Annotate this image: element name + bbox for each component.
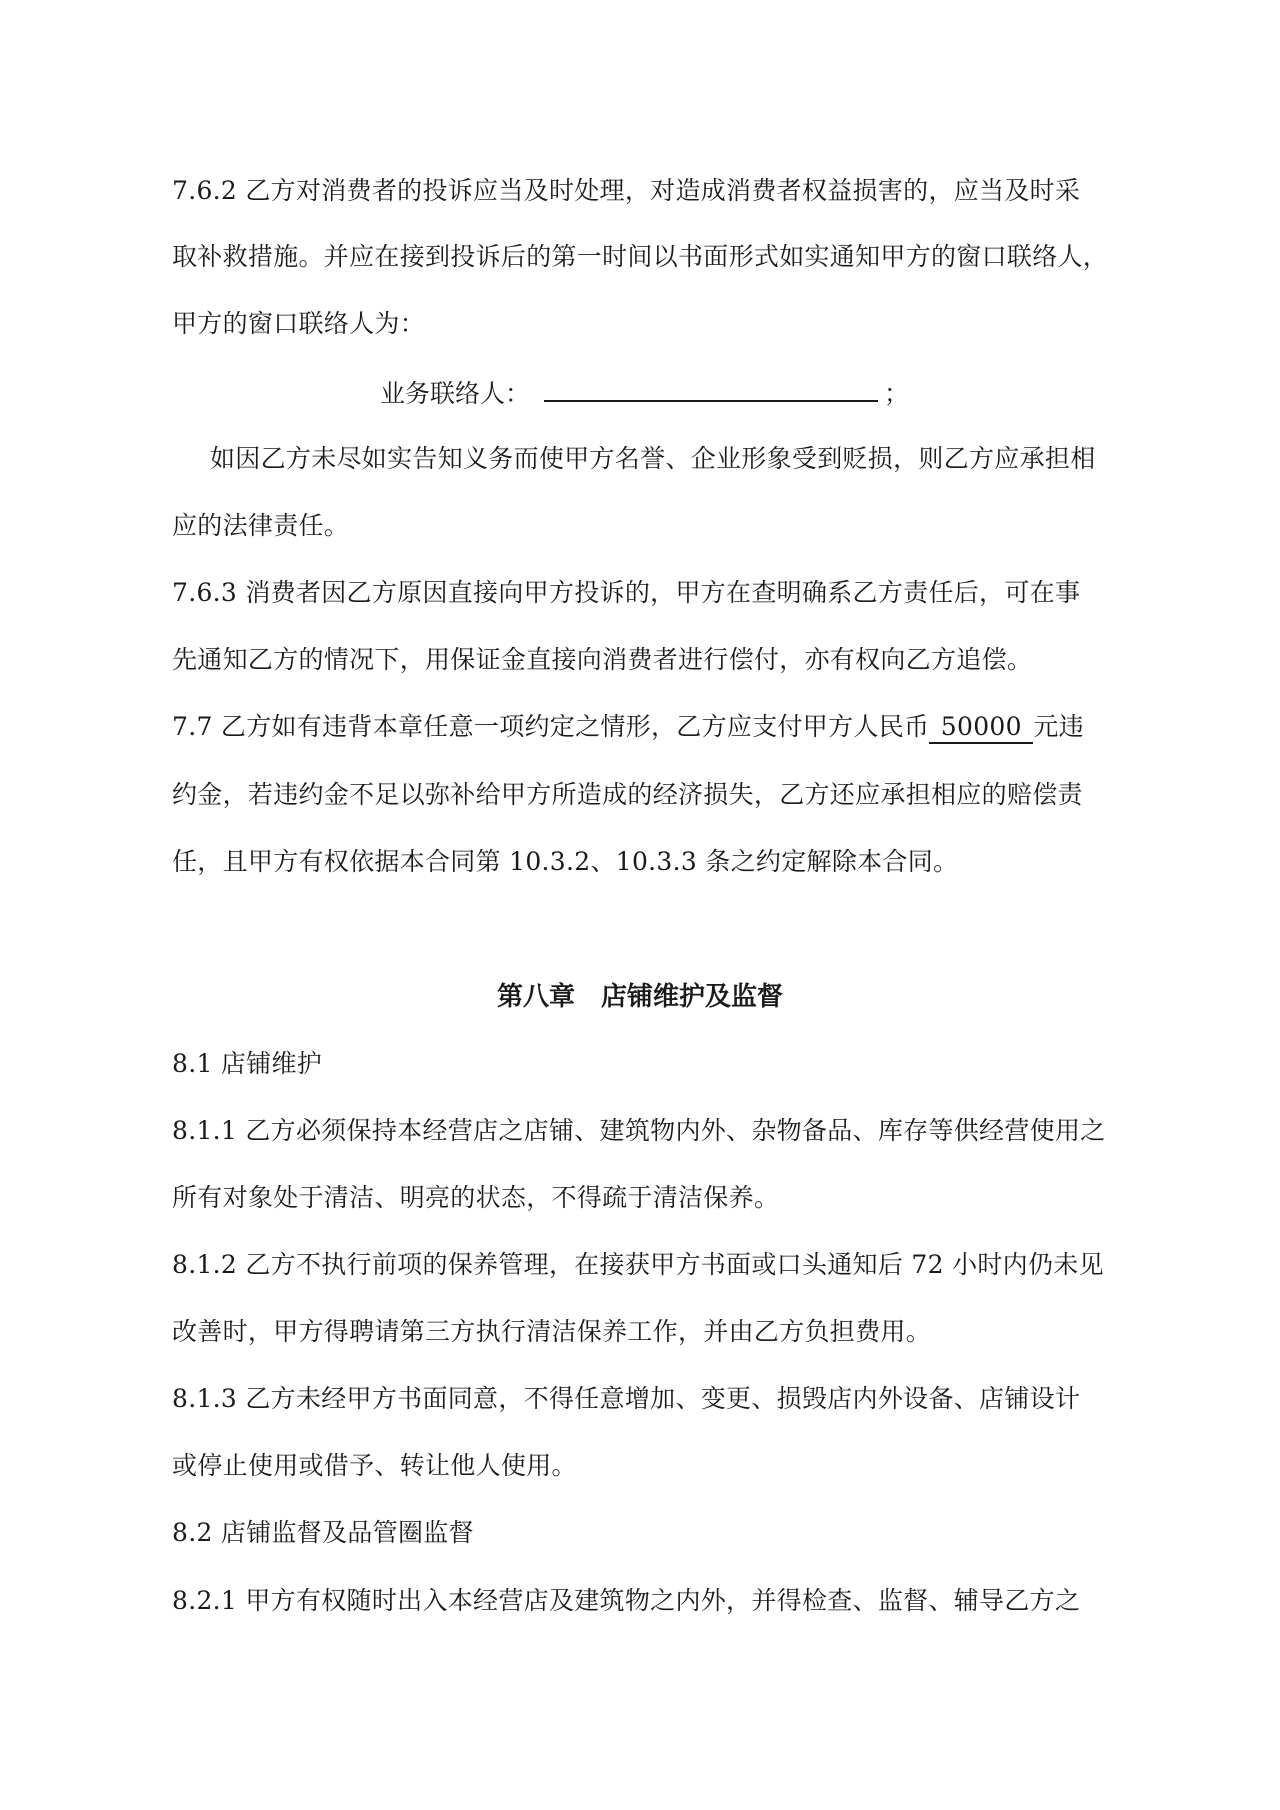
clause-7-7-text-a: 7.7 乙方如有违背本章任意一项约定之情形，乙方应支付甲方人民币	[172, 712, 930, 741]
clause-8-2-1-line-1: 8.2.1 甲方有权随时出入本经营店及建筑物之内外，并得检查、监督、辅导乙方之	[172, 1586, 1081, 1615]
clause-7-6-3-line-1: 7.6.3 消费者因乙方原因直接向甲方投诉的，甲方在查明确系乙方责任后，可在事	[172, 578, 1081, 607]
clause-7-6-2-line-3: 甲方的窗口联络人为：	[172, 309, 426, 338]
business-contact-blank[interactable]	[544, 378, 878, 402]
clause-7-7-text-b: 元违	[1033, 712, 1084, 741]
business-contact-label: 业务联络人：	[380, 379, 531, 408]
clause-8-1-1-line-1: 8.1.1 乙方必须保持本经营店之店铺、建筑物内外、杂物备品、库存等供经营使用之	[172, 1116, 1106, 1145]
clause-7-7-line-3: 任，且甲方有权依据本合同第 10.3.2、10.3.3 条之约定解除本合同。	[172, 847, 959, 876]
clause-7-6-2-line-2: 取补救措施。并应在接到投诉后的第一时间以书面形式如实通知甲方的窗口联络人，	[172, 242, 1109, 271]
notice-duty-line-1: 如因乙方未尽如实告知义务而使甲方名誉、企业形象受到贬损，则乙方应承担相	[210, 444, 1096, 473]
penalty-amount: 50000	[929, 712, 1033, 744]
chapter-title: 店铺维护及监督	[601, 982, 784, 1012]
section-8-1-heading: 8.1 店铺维护	[172, 1049, 323, 1078]
clause-8-1-2-line-1: 8.1.2 乙方不执行前项的保养管理，在接获甲方书面或口头通知后 72 小时内仍未见	[172, 1250, 1104, 1279]
clause-7-7-line-2: 约金，若违约金不足以弥补给甲方所造成的经济损失，乙方还应承担相应的赔偿责	[172, 780, 1083, 809]
clause-7-6-2-line-1: 7.6.2 乙方对消费者的投诉应当及时处理，对造成消费者权益损害的，应当及时采	[172, 176, 1081, 205]
notice-duty-line-2: 应的法律责任。	[172, 511, 350, 540]
clause-8-1-1-line-2: 所有对象处于清洁、明亮的状态，不得疏于清洁保养。	[172, 1183, 780, 1212]
section-8-2-heading: 8.2 店铺监督及品管圈监督	[172, 1518, 474, 1547]
chapter-heading	[0, 982, 1280, 1012]
clause-8-1-2-line-2: 改善时，甲方得聘请第三方执行清洁保养工作，并由乙方负担费用。	[172, 1317, 932, 1346]
clause-8-1-3-line-1: 8.1.3 乙方未经甲方书面同意，不得任意增加、变更、损毁店内外设备、店铺设计	[172, 1384, 1081, 1413]
business-contact-line	[380, 378, 909, 409]
business-contact-end: ；	[884, 379, 910, 408]
clause-8-1-3-line-2: 或停止使用或借予、转让他人使用。	[172, 1451, 577, 1480]
chapter-number: 第八章	[496, 982, 575, 1012]
clause-7-7-line-1	[172, 712, 1084, 744]
clause-7-6-3-line-2: 先通知乙方的情况下，用保证金直接向消费者进行偿付，亦有权向乙方追偿。	[172, 645, 1033, 674]
